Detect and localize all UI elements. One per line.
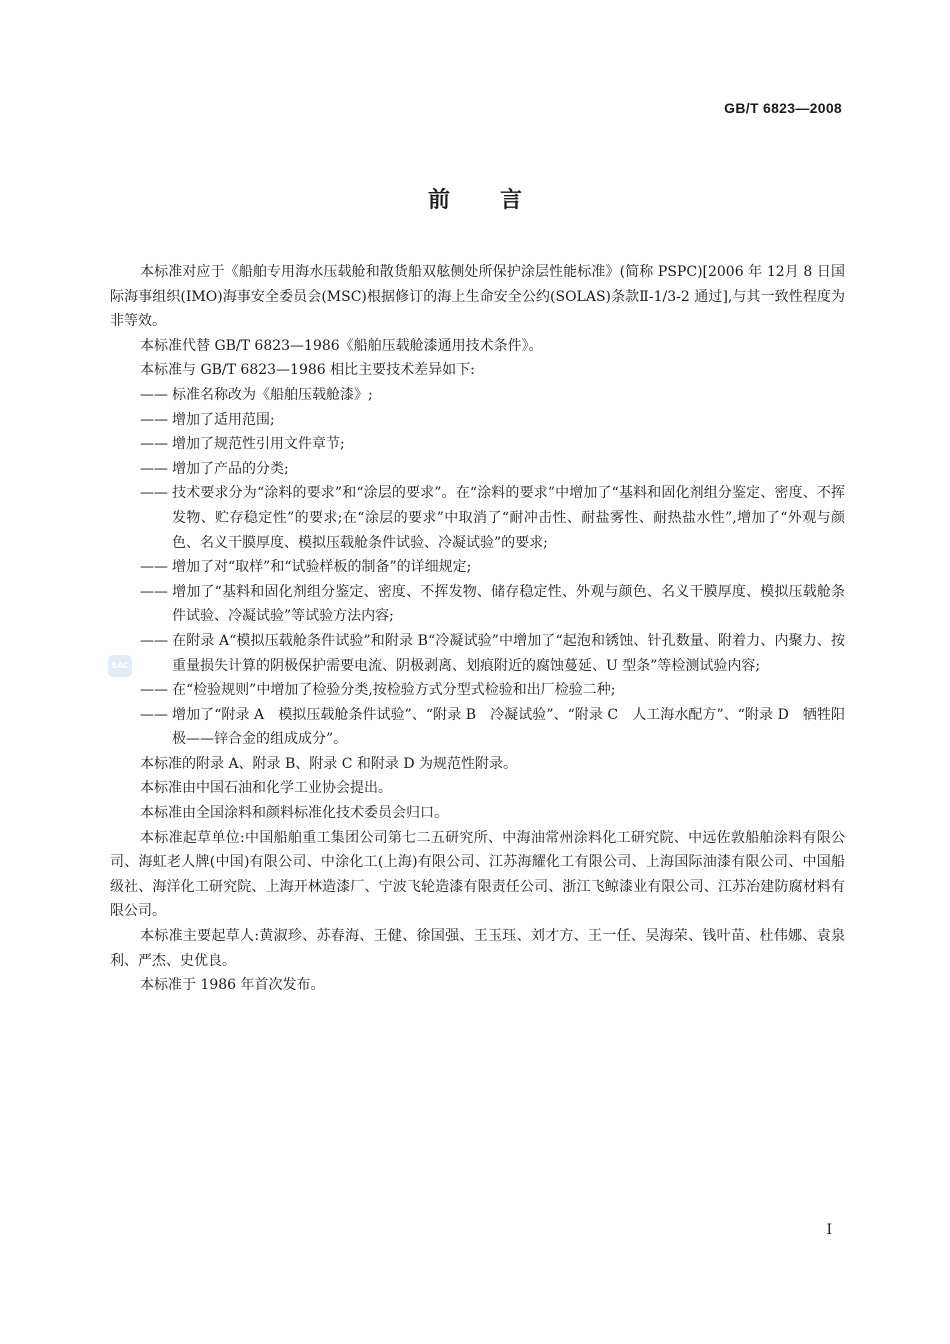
dash-mark: —— — [140, 706, 168, 723]
foreword-paragraph-first-published: 本标准于 1986 年首次发布。 — [140, 977, 325, 994]
difference-text: 在附录 A“模拟压载舱条件试验”和附录 B“冷凝试验”中增加了“起泡和锈蚀、针孔数量、附着力、内聚力、按重量损失计算的阴极保护需要电流、阴极剥离、划痕附近的腐蚀蔓延、U 型条”等检测试验内容; — [172, 632, 845, 674]
foreword-paragraph-committee: 本标准由全国涂料和颜料标准化技术委员会归口。 — [140, 805, 448, 822]
dash-mark: —— — [140, 485, 168, 502]
dash-mark: —— — [140, 583, 168, 600]
difference-text: 增加了产品的分类; — [172, 460, 289, 477]
difference-text: 标准名称改为《船舶压载舱漆》; — [172, 386, 373, 403]
difference-text: 在“检验规则”中增加了检验分类,按检验方式分型式检验和出厂检验二种; — [172, 682, 616, 699]
foreword-paragraph-replaces: 本标准代替 GB/T 6823—1986《船舶压载舱漆通用技术条件》。 — [140, 337, 543, 354]
difference-item — [110, 555, 845, 580]
foreword-paragraph-proposer: 本标准由中国石油和化学工业协会提出。 — [140, 780, 392, 797]
foreword-paragraph-differences-intro: 本标准与 GB/T 6823—1986 相比主要技术差异如下: — [140, 362, 475, 379]
page-number: I — [826, 1222, 832, 1238]
difference-item — [110, 703, 845, 752]
foreword-paragraph-annexes: 本标准的附录 A、附录 B、附录 C 和附录 D 为规范性附录。 — [140, 755, 518, 772]
difference-item — [110, 383, 845, 408]
difference-text: 增加了对“取样”和“试验样板的制备”的详细规定; — [172, 559, 472, 576]
dash-mark: —— — [140, 632, 168, 649]
page-title: 前言 — [427, 188, 572, 213]
dash-mark: —— — [140, 460, 168, 477]
dash-mark: —— — [140, 436, 168, 453]
standard-number: GB/T 6823—2008 — [724, 100, 842, 116]
dash-mark: —— — [140, 559, 168, 576]
dash-mark: —— — [140, 682, 168, 699]
difference-item — [110, 629, 845, 678]
difference-item — [110, 408, 845, 433]
foreword-paragraph-correspondence: 本标准对应于《船舶专用海水压载舱和散货船双舷侧处所保护涂层性能标准》(简称 PSPC)[2006 年 12月 8 日国际海事组织(IMO)海事安全委员会(MSC)根据修订的海上生命安全公约(SOLAS)条款Ⅱ-1/3-2 通过],与其一致性程度为非等效。 — [110, 264, 845, 330]
difference-item — [110, 678, 845, 703]
difference-item — [110, 432, 845, 457]
difference-item — [110, 457, 845, 482]
foreword-paragraph-drafters: 本标准主要起草人:黄淑珍、苏春海、王健、徐国强、王玉珏、刘才方、王一任、吴海荣、钱叶苗、杜伟娜、袁泉利、严杰、史优良。 — [110, 928, 845, 969]
difference-text: 增加了“基料和固化剂组分鉴定、密度、不挥发物、储存稳定性、外观与颜色、名义干膜厚度、模拟压载舱条件试验、冷凝试验”等试验方法内容; — [172, 583, 845, 625]
difference-text: 增加了“附录 A 模拟压载舱条件试验”、“附录 B 冷凝试验”、“附录 C 人工海水配方”、“附录 D 牺牲阳极——锌合金的组成成分”。 — [172, 706, 845, 748]
sac-watermark-logo: SAC — [108, 655, 132, 677]
dash-mark: —— — [140, 386, 168, 403]
dash-mark: —— — [140, 411, 168, 428]
foreword-body — [110, 260, 845, 998]
difference-text: 技术要求分为“涂料的要求”和“涂层的要求”。在“涂料的要求”中增加了“基料和固化剂组分鉴定、密度、不挥发物、贮存稳定性”的要求;在“涂层的要求”中取消了“耐冲击性、耐盐雾性、耐热盐水性”,增加了“外观与颜色、名义干膜厚度、模拟压载舱条件试验、冷凝试验”的要求; — [172, 485, 845, 551]
difference-text: 增加了规范性引用文件章节; — [172, 436, 345, 453]
difference-item — [110, 580, 845, 629]
foreword-paragraph-drafting-units: 本标准起草单位:中国船舶重工集团公司第七二五研究所、中海油常州涂料化工研究院、中远佐敦船舶涂料有限公司、海虹老人牌(中国)有限公司、中涂化工(上海)有限公司、江苏海耀化工有限公司、上海国际油漆有限公司、中国船级社、海洋化工研究院、上海开林造漆厂、宁波飞轮造漆有限责任公司、浙江飞鲸漆业有限公司、江苏冶建防腐材料有限公司。 — [110, 829, 845, 920]
difference-item — [110, 481, 845, 555]
difference-text: 增加了适用范围; — [172, 411, 275, 428]
